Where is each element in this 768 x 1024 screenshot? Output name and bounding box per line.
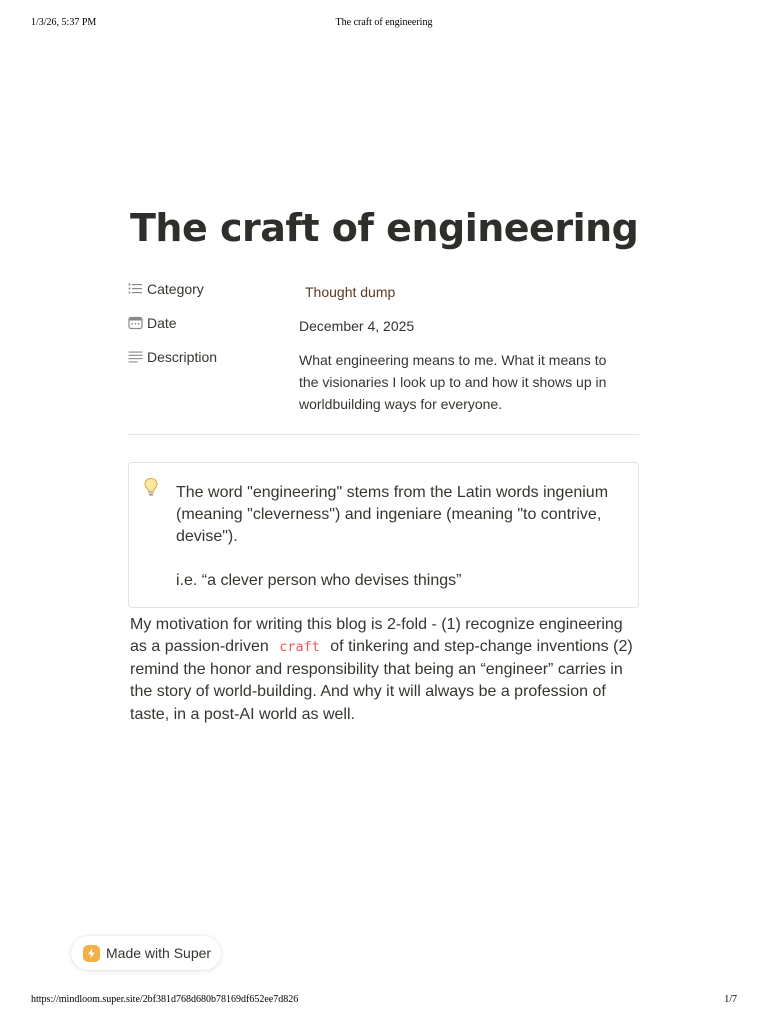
body-paragraph <box>130 614 640 726</box>
print-header <box>0 17 768 31</box>
property-category <box>128 281 640 315</box>
property-date <box>128 315 640 349</box>
inline-code: craft <box>273 637 326 657</box>
text-lines-icon <box>128 350 143 364</box>
property-label-text: Date <box>147 315 177 331</box>
lightbulb-icon <box>143 477 159 497</box>
properties-panel <box>128 281 640 449</box>
property-description-label <box>128 349 217 365</box>
print-datetime: 1/3/26, 5:37 PM <box>31 17 97 28</box>
property-label-text: Category <box>147 281 204 297</box>
callout-line-1: The word "engineering" stems from the Latin words ingenium (meaning "cleverness") and ingeniare (meaning "to contrive, devise"). <box>176 484 609 545</box>
print-url: https://mindloom.super.site/2bf381d768d680b78169df652ee7d826 <box>31 994 299 1005</box>
print-page-number: 1/7 <box>724 994 737 1005</box>
badge-label: Made with Super <box>106 945 212 961</box>
made-with-super-badge[interactable] <box>71 936 221 970</box>
page-title: The craft of engineering <box>130 206 639 250</box>
property-category-label <box>128 281 204 297</box>
print-footer <box>0 994 768 1008</box>
property-date-label <box>128 315 177 331</box>
body-text-part-2: of tinkering and step-change inventions (2) remind the honor and responsibility that being an “engineer” carries in the story of world-building. And why it will always be a profession of taste, in a post-AI world as well. <box>130 638 633 723</box>
divider <box>128 434 639 435</box>
print-doc-title: The craft of engineering <box>335 17 433 28</box>
property-description-value: What engineering means to me. What it means to the visionaries I look up to and how it shows up in worldbuilding ways for everyone. <box>299 352 607 412</box>
property-date-value: December 4, 2025 <box>299 318 415 334</box>
lightning-bolt-icon <box>83 945 100 962</box>
callout-line-2: i.e. “a clever person who devises things” <box>176 572 462 589</box>
property-category-value <box>299 281 629 303</box>
callout-text <box>176 482 626 592</box>
callout-box <box>128 462 639 608</box>
list-icon <box>128 282 143 296</box>
calendar-icon <box>128 316 143 330</box>
body-text-part-1: My motivation for writing this blog is 2-fold - (1) recognize engineering as a passion-driven <box>130 616 623 656</box>
property-label-text: Description <box>147 349 218 365</box>
category-tag[interactable]: Thought dump <box>299 282 401 302</box>
